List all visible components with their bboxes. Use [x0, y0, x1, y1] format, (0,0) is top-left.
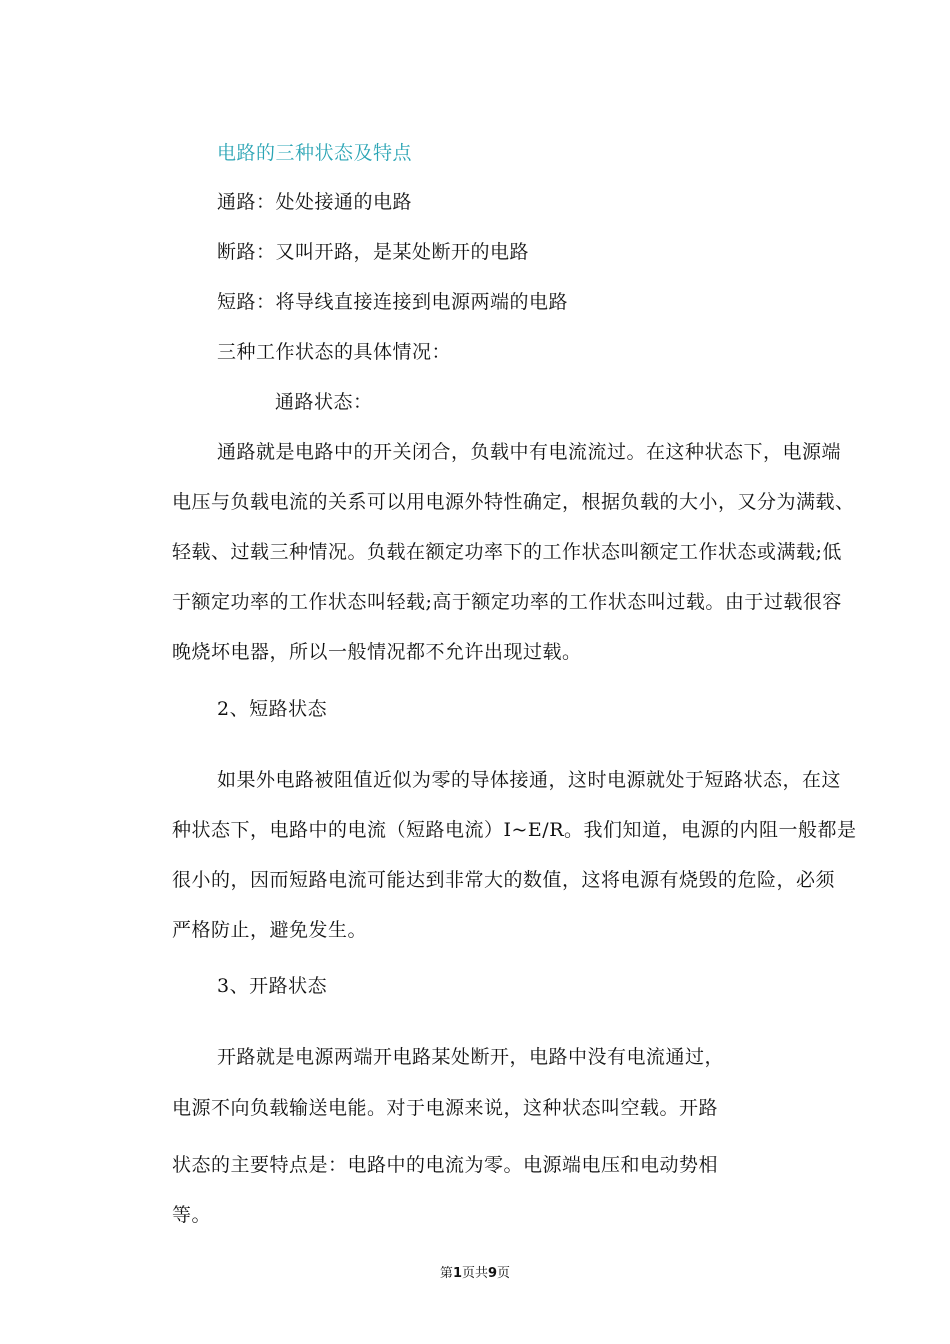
- section2-line: 如果外电路被阻值近似为零的导体接通，这时电源就处于短路状态，在这: [217, 769, 842, 791]
- footer-middle: 页共: [461, 1266, 488, 1281]
- section1-line: 轻载、过载三种情况。负载在额定功率下的工作状态叫额定工作状态或满载;低: [172, 541, 842, 563]
- section3-line: 状态的主要特点是：电路中的电流为零。电源端电压和电动势相: [172, 1154, 719, 1176]
- section1-line: 通路就是电路中的开关闭合，负载中有电流流过。在这种状态下，电源端: [217, 441, 842, 463]
- section3-line: 电源不向负载输送电能。对于电源来说，这种状态叫空载。开路: [172, 1097, 719, 1119]
- section3-line: 等。: [172, 1204, 212, 1226]
- page-footer: [0, 1266, 950, 1282]
- footer-total-pages: 9: [488, 1266, 498, 1281]
- section2-heading: 2、短路状态: [217, 698, 328, 720]
- footer-suffix: 页: [497, 1266, 511, 1281]
- document-title: 电路的三种状态及特点: [217, 142, 413, 164]
- section3-heading: 3、开路状态: [217, 975, 328, 997]
- definition-short-circuit: 短路：将导线直接连接到电源两端的电路: [217, 291, 569, 313]
- definition-open-circuit-path: 通路：处处接通的电路: [217, 191, 413, 213]
- section1-line: 于额定功率的工作状态叫轻载;高于额定功率的工作状态叫过载。由于过载很容: [172, 591, 842, 613]
- section1-line: 电压与负载电流的关系可以用电源外特性确定，根据负载的大小，又分为满载、: [172, 491, 855, 513]
- section2-line: 种状态下，电路中的电流（短路电流）I~E/R。我们知道，电源的内阻一般都是: [172, 819, 857, 841]
- footer-prefix: 第: [439, 1266, 453, 1281]
- footer-current-page: 1: [452, 1266, 462, 1281]
- definition-broken-circuit: 断路：又叫开路，是某处断开的电路: [217, 241, 530, 263]
- section2-line: 严格防止，避免发生。: [172, 919, 368, 941]
- section1-heading: 通路状态：: [275, 391, 373, 413]
- section2-line: 很小的，因而短路电流可能达到非常大的数值，这将电源有烧毁的危险，必须: [172, 869, 836, 891]
- section3-line: 开路就是电源两端开电路某处断开，电路中没有电流通过，: [217, 1046, 725, 1068]
- intro-text: 三种工作状态的具体情况：: [217, 341, 452, 363]
- section1-line: 晚烧坏电器，所以一般情况都不允许出现过载。: [172, 641, 582, 663]
